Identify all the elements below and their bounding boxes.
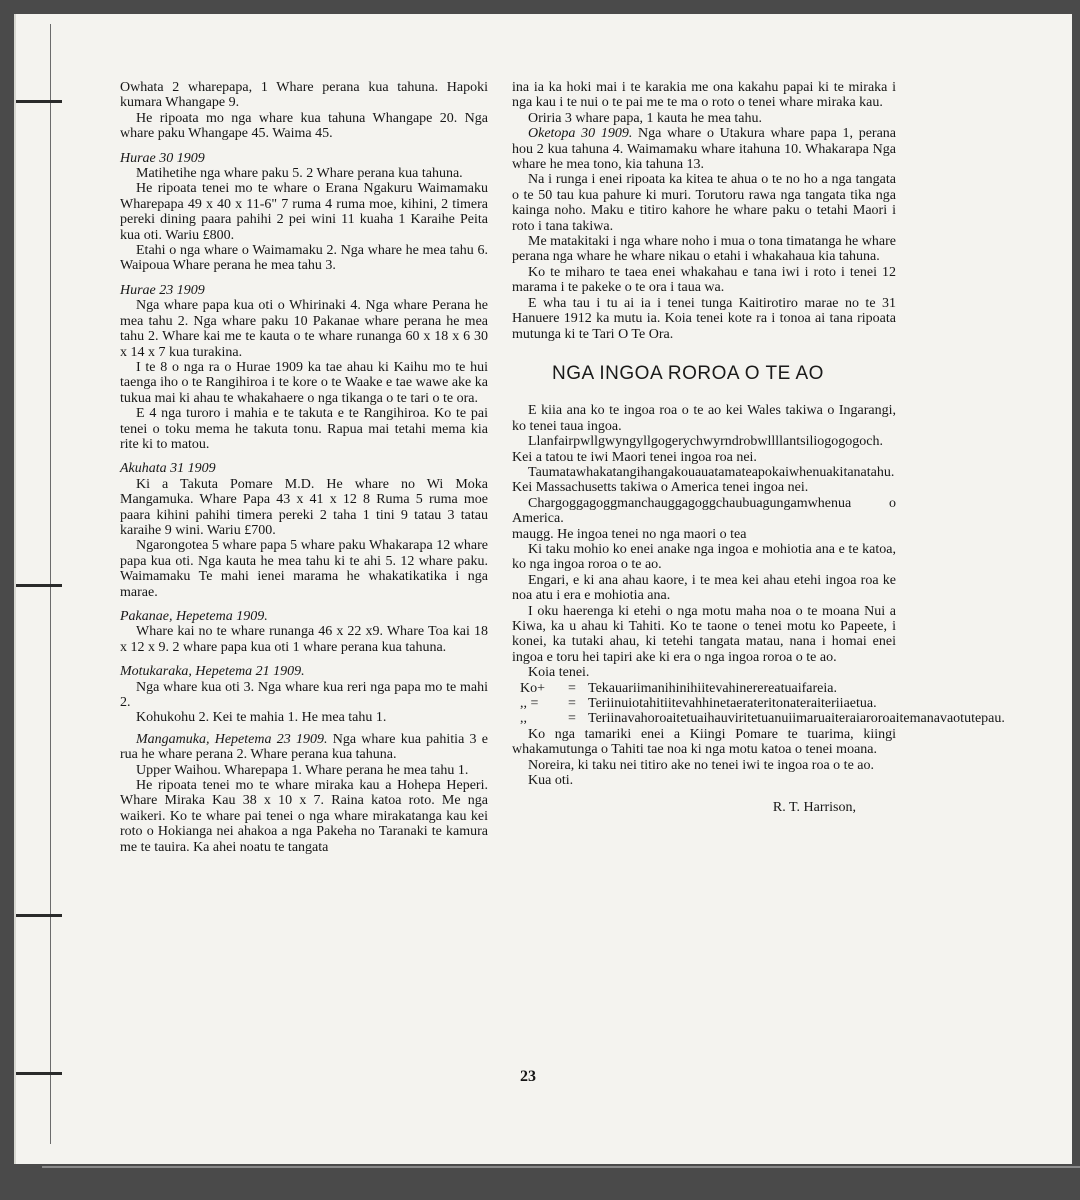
name-key: ,, bbox=[520, 711, 527, 727]
article-title: NGA INGOA ROROA O TE AO bbox=[552, 362, 824, 384]
paragraph: I oku haerenga ki etehi o nga motu maha noa o te moana Nui a Kiwa, ka u ahau ki Tahiti. Ko te taone o tenei motu ko Papeete, i konei, ka tutaki ahau, ki tetehi tangata matau, nana i homai enei ingoa e toru hei tapiri ake ki era o nga ingoa roroa o te ao. bbox=[512, 603, 896, 665]
paragraph: Whare kai no te whare runanga 46 x 22 x9. Whare Toa kai 18 x 12 x 9. 2 whare papa kua oti 1 whare perana kua tahuna. bbox=[120, 624, 488, 655]
paragraph: Nga whare kua oti 3. Nga whare kua reri nga papa mo te mahi 2. bbox=[120, 679, 488, 711]
paragraph: Noreira, ki taku nei titiro ake no tenei iwi te ingoa roa o te ao. bbox=[528, 757, 874, 773]
paragraph: maugg. He ingoa tenei no nga maori o tea bbox=[512, 526, 747, 542]
paragraph bbox=[512, 126, 896, 172]
paragraph: Ngarongotea 5 whare papa 5 whare paku Whakarapa 12 whare papa kua oti. Nga kauta he mea tahu ki te ahi 5. 12 whare paku. Waimamaku Te mahi ienei marama he whakatikatika i nga marae. bbox=[120, 538, 488, 600]
paragraph: Koia tenei. bbox=[528, 665, 590, 681]
name-key: Ko+ bbox=[520, 680, 546, 696]
paragraph: He ripoata mo nga whare kua tahuna Whangape 20. Nga whare paku Whangape 45. Waima 45. bbox=[120, 110, 488, 142]
name-value: Teriinuiotahitiitevahhinetaerateritonateraiteriiaetua. bbox=[588, 696, 877, 712]
paragraph: E wha tau i tu ai ia i tenei tunga Kaitirotiro marae no te 31 Hanuere 1912 ka mutu ia. Koia tenei kote ra i tonoa ai tana ripoata mutunga ki te Tari O Te Ora. bbox=[512, 295, 896, 342]
page-number: 23 bbox=[520, 1068, 536, 1085]
section-heading: Hurae 30 1909 bbox=[120, 150, 205, 166]
inline-heading: Oketopa 30 1909. bbox=[528, 126, 633, 142]
name-entry bbox=[512, 696, 896, 711]
name-value: Tekauariimanihinihiitevahinerereatuaifareia. bbox=[588, 680, 837, 696]
paragraph bbox=[120, 732, 488, 763]
paragraph: Kohukohu 2. Kei te mahia 1. He mea tahu 1. bbox=[136, 710, 387, 726]
inline-heading: Mangamuka, Hepetema 23 1909. bbox=[136, 731, 328, 747]
paragraph: Ko nga tamariki enei a Kiingi Pomare te tuarima, kiingi whakamutunga o Tahiti tae noa ki nga motu katoa o tenei moana. bbox=[512, 726, 896, 758]
left-column bbox=[120, 80, 488, 855]
paragraph: Oriria 3 whare papa, 1 kauta he mea tahu. bbox=[528, 110, 763, 126]
section-heading: Hurae 23 1909 bbox=[120, 282, 205, 298]
binding-mark bbox=[16, 100, 62, 103]
binding-mark bbox=[16, 914, 62, 917]
paragraph: Ki a Takuta Pomare M.D. He whare no Wi Moka Mangamuka. Whare Papa 43 x 41 x 12 8 Ruma 5 ruma moe paara kihini pahihi timera pereki 2 taha 1 tini 9 tatau 3 tatau karaihe 9 wini. Wariu £700. bbox=[120, 476, 488, 538]
inline-text: Nga whare kua pahitia 3 e rua he whare perana 2. Whare perana kua tahuna. bbox=[120, 731, 488, 763]
paragraph: He ripoata tenei mo te whare miraka kau a Hohepa Heperi. Whare Miraka Kau 38 x 10 x 7. Raina katoa roto. Me nga waikeri. Ko te whare pai tenei o nga whare mirakatanga kau kei roto o Hokianga nei ahakoa a nga Pakeha no Taranaki te kamura me te tauira. Ka ahei noatu te tangata bbox=[120, 778, 488, 855]
paragraph: ina ia ka hoki mai i te karakia me ona kakahu papai ki te miraka i nga kau i te nui o te pai me te ma o roto o tenei whare miraka kau. bbox=[512, 80, 896, 111]
name-key: ,, = bbox=[520, 696, 539, 712]
paragraph: Chargoggagoggmanchauggagoggchaubuagungamwhenua o America. bbox=[512, 495, 896, 527]
paragraph: Me matakitaki i nga whare noho i mua o tona timatanga he whare perana nga whare he whare nikau o etahi i whakahaua kia tahuna. bbox=[512, 234, 896, 265]
right-column bbox=[512, 80, 1005, 816]
paragraph: Kua oti. bbox=[528, 773, 574, 789]
name-equals: = bbox=[568, 696, 576, 712]
paragraph: Upper Waihou. Wharepapa 1. Whare perana he mea tahu 1. bbox=[136, 762, 469, 778]
section-heading: Motukaraka, Hepetema 21 1909. bbox=[120, 664, 305, 680]
name-equals: = bbox=[568, 711, 576, 727]
paragraph: E kiia ana ko te ingoa roa o te ao kei Wales takiwa o Ingarangi, ko tenei taua ingoa. bbox=[512, 403, 896, 434]
paragraph: Etahi o nga whare o Waimamaku 2. Nga whare he mea tahu 6. Waipoua Whare perana he mea tahu 3. bbox=[120, 243, 488, 274]
paragraph: Llanfairpwllgwyngyllgogerychwyrndrobwllllantsiliogogogoch. Kei a tatou te iwi Maori tenei ingoa roa nei. bbox=[512, 434, 883, 465]
paragraph: He ripoata tenei mo te whare o Erana Ngakuru Waimamaku Wharepapa 49 x 40 x 11-6" 7 ruma 4 ruma moe, kihini, 2 timera pereki dining paara pahihi 2 pei wini 11 kuaha 1 Karaihe Peita kua oti. Wariu £800. bbox=[120, 181, 488, 243]
binding-mark bbox=[16, 584, 62, 587]
paragraph: E 4 nga turoro i mahia e te takuta e te Rangihiroa. Ko te pai tenei o toku mema he takuta tonu. Rapua mai tetahi mema kia rite ki to matou. bbox=[120, 406, 488, 452]
name-entry bbox=[512, 711, 1005, 727]
bottom-rule bbox=[42, 1166, 1080, 1168]
paragraph: Na i runga i enei ripoata ka kitea te ahua o te no ho a nga tangata o te 50 tau kua pahure ki muri. Torutoru rawa nga tangata tika nga kainga noho. Maku e titiro kahore he whare paku o tetahi Maori i roto i tana takiwa. bbox=[512, 172, 896, 234]
name-entry bbox=[512, 681, 896, 696]
paragraph: Ko te miharo te taea enei whakahau e tana iwi i roto i tenei 12 marama i te pakeke o te ora i taua wa. bbox=[512, 264, 896, 296]
paragraph: Nga whare papa kua oti o Whirinaki 4. Nga whare Perana he mea tahu 2. Nga whare paku 10 Pakanae whare perana he mea tahu 2. Whare kai me te kauta o te whare runanga 60 x 18 x 6 30 x 14 x 7 kua turakina. bbox=[120, 298, 488, 360]
paragraph: Taumatawhakatangihangakouauatamateapokaiwhenuakitanatahu. Kei Massachusetts takiwa o America tenei ingoa nei. bbox=[512, 464, 895, 496]
paragraph: Owhata 2 wharepapa, 1 Whare perana kua tahuna. Hapoki kumara Whangape 9. bbox=[120, 80, 488, 111]
paragraph: Engari, e ki ana ahau kaore, i te mea kei ahau etehi ingoa roa ke noa atu i era e mohiotia ana. bbox=[512, 572, 896, 604]
paragraph: I te 8 o nga ra o Hurae 1909 ka tae ahau ki Kaihu mo te hui taenga iho o te Rangihiroa i te kore o te Waake e tae wawe ake ka tukua mai ki ahau te whakahaere o nga tikanga o te tari o te ora. bbox=[120, 359, 488, 406]
signature: R. T. Harrison, bbox=[772, 800, 856, 816]
section-heading: Pakanae, Hepetema 1909. bbox=[120, 609, 268, 624]
name-value: Teriinavahoroaitetuaihauviritetuanuiimaruaiteraiaroroaitemanavaotutepau. bbox=[588, 711, 1005, 727]
paragraph: Matihetihe nga whare paku 5. 2 Whare perana kua tahuna. bbox=[136, 166, 463, 182]
section-heading: Akuhata 31 1909 bbox=[120, 461, 216, 477]
name-equals: = bbox=[568, 680, 576, 696]
binding-mark bbox=[16, 1072, 62, 1075]
inline-text: Nga whare o Utakura whare papa 1, perana hou 2 kua tahuna 4. Waimamaku whare itahuna 10. Whakarapa Nga whare he mea tono, kia tahuna 13. bbox=[512, 126, 897, 173]
paragraph: Ki taku mohio ko enei anake nga ingoa e mohiotia ana e te katoa, ko nga ingoa roroa o te ao. bbox=[512, 541, 896, 573]
